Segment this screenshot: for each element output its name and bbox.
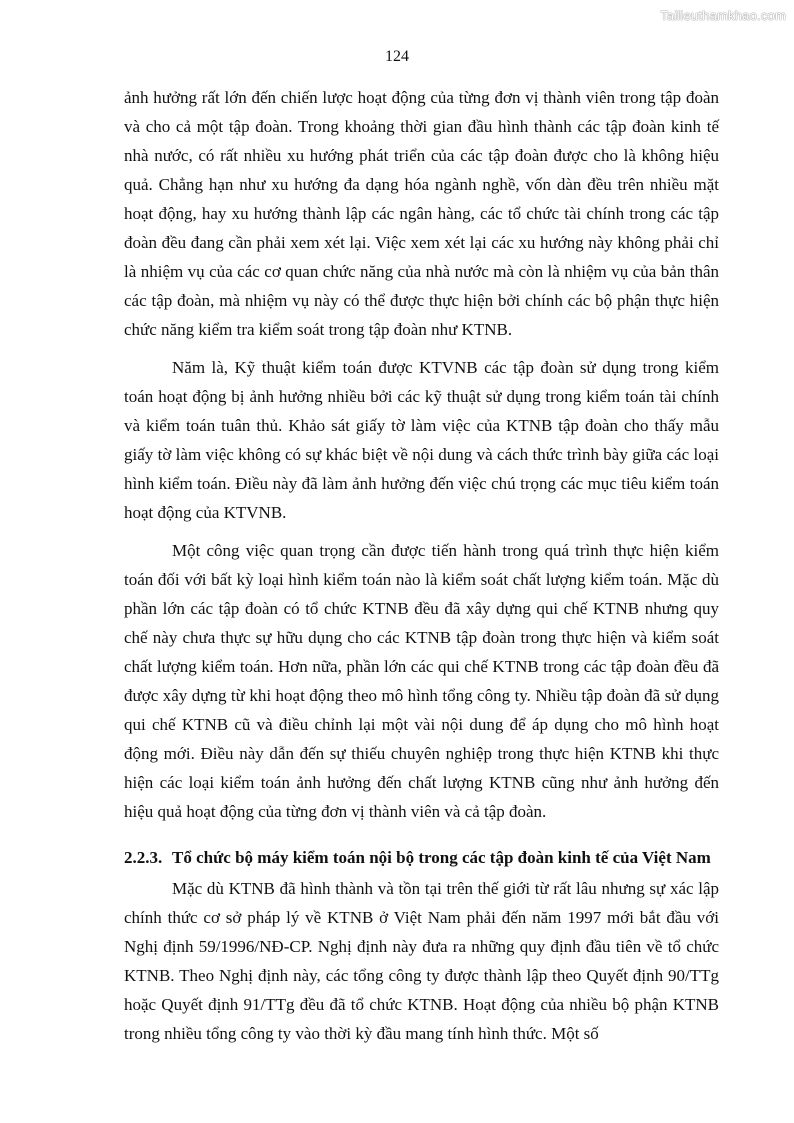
paragraph-ktnb-legal-basis: Mặc dù KTNB đã hình thành và tồn tại trên thế giới từ rất lâu nhưng sự xác lập chính thức cơ sở pháp lý về KTNB ở Việt Nam phải đến năm 1997 mới bắt đầu với Nghị định 59/1996/NĐ-CP. Nghị định này đưa ra những quy định đầu tiên về tổ chức KTNB. Theo Nghị định này, các tổng công ty được thành lập theo Quyết định 90/TTg hoặc Quyết định 91/TTg đều đã tổ chức KTNB. Hoạt động của nhiều bộ phận KTNB trong nhiều tổng công ty vào thời kỳ đầu mang tính hình thức. Một số (124, 879, 719, 1043)
section-title: Tổ chức bộ máy kiểm toán nội bộ trong các tập đoàn kinh tế của Việt Nam (172, 848, 711, 867)
section-heading (124, 846, 719, 870)
paragraph-quality-control: Một công việc quan trọng cần được tiến hành trong quá trình thực hiện kiểm toán đối với bất kỳ loại hình kiểm toán nào là kiểm soát chất lượng kiểm toán. Mặc dù phần lớn các tập đoàn có tổ chức KTNB đều đã xây dựng qui chế KTNB nhưng quy chế này chưa thực sự hữu dụng cho các KTNB tập đoàn trong thực hiện và kiểm soát chất lượng kiểm toán. Hơn nữa, phần lớn các qui chế KTNB trong các tập đoàn đều đã được xây dựng từ khi hoạt động theo mô hình tổng công ty. Nhiều tập đoàn đã sử dụng qui chế KTNB cũ và điều chỉnh lại một vài nội dung để áp dụng cho mô hình hoạt động mới. Điều này dẫn đến sự thiếu chuyên nghiệp trong thực hiện KTNB khi thực hiện các loại kiểm toán ảnh hưởng đến chất lượng KTNB cũng như ảnh hưởng đến hiệu quả hoạt động của từng đơn vị thành viên và cả tập đoàn. (124, 541, 719, 821)
paragraph-continuation: ảnh hưởng rất lớn đến chiến lược hoạt động của từng đơn vị thành viên trong tập đoàn và cho cả một tập đoàn. Trong khoảng thời gian đầu hình thành các tập đoàn kinh tế nhà nước, có rất nhiều xu hướng phát triển của các tập đoàn được cho là không hiệu quả. Chẳng hạn như xu hướng đa dạng hóa ngành nghề, vốn dàn đều trên nhiều mặt hoạt động, hay xu hướng thành lập các ngân hàng, các tổ chức tài chính trong các tập đoàn đều đang cần phải xem xét lại. Việc xem xét lại các xu hướng này không phải chỉ là nhiệm vụ của các cơ quan chức năng của nhà nước mà còn là nhiệm vụ của bản thân các tập đoàn, mà nhiệm vụ này có thể được thực hiện bởi chính các bộ phận thực hiện chức năng kiểm tra kiểm soát trong tập đoàn như KTNB. (124, 88, 719, 339)
paragraph-nam-la: Năm là, Kỹ thuật kiểm toán được KTVNB các tập đoàn sử dụng trong kiểm toán hoạt động bị ảnh hưởng nhiều bởi các kỹ thuật sử dụng trong kiểm toán tài chính và kiểm toán tuân thủ. Khảo sát giấy tờ làm việc của KTNB tập đoàn cho thấy mẫu giấy tờ làm việc không có sự khác biệt về nội dung và cách thức trình bày giữa các loại hình kiểm toán. Điều này đã làm ảnh hưởng đến việc chú trọng các mục tiêu kiểm toán hoạt động của KTVNB. (124, 358, 719, 522)
section-number: 2.2.3. (124, 848, 163, 867)
watermark: Tailieuthamkhao.com (660, 8, 786, 23)
page-number: 124 (385, 48, 409, 65)
document-body (124, 83, 719, 1057)
